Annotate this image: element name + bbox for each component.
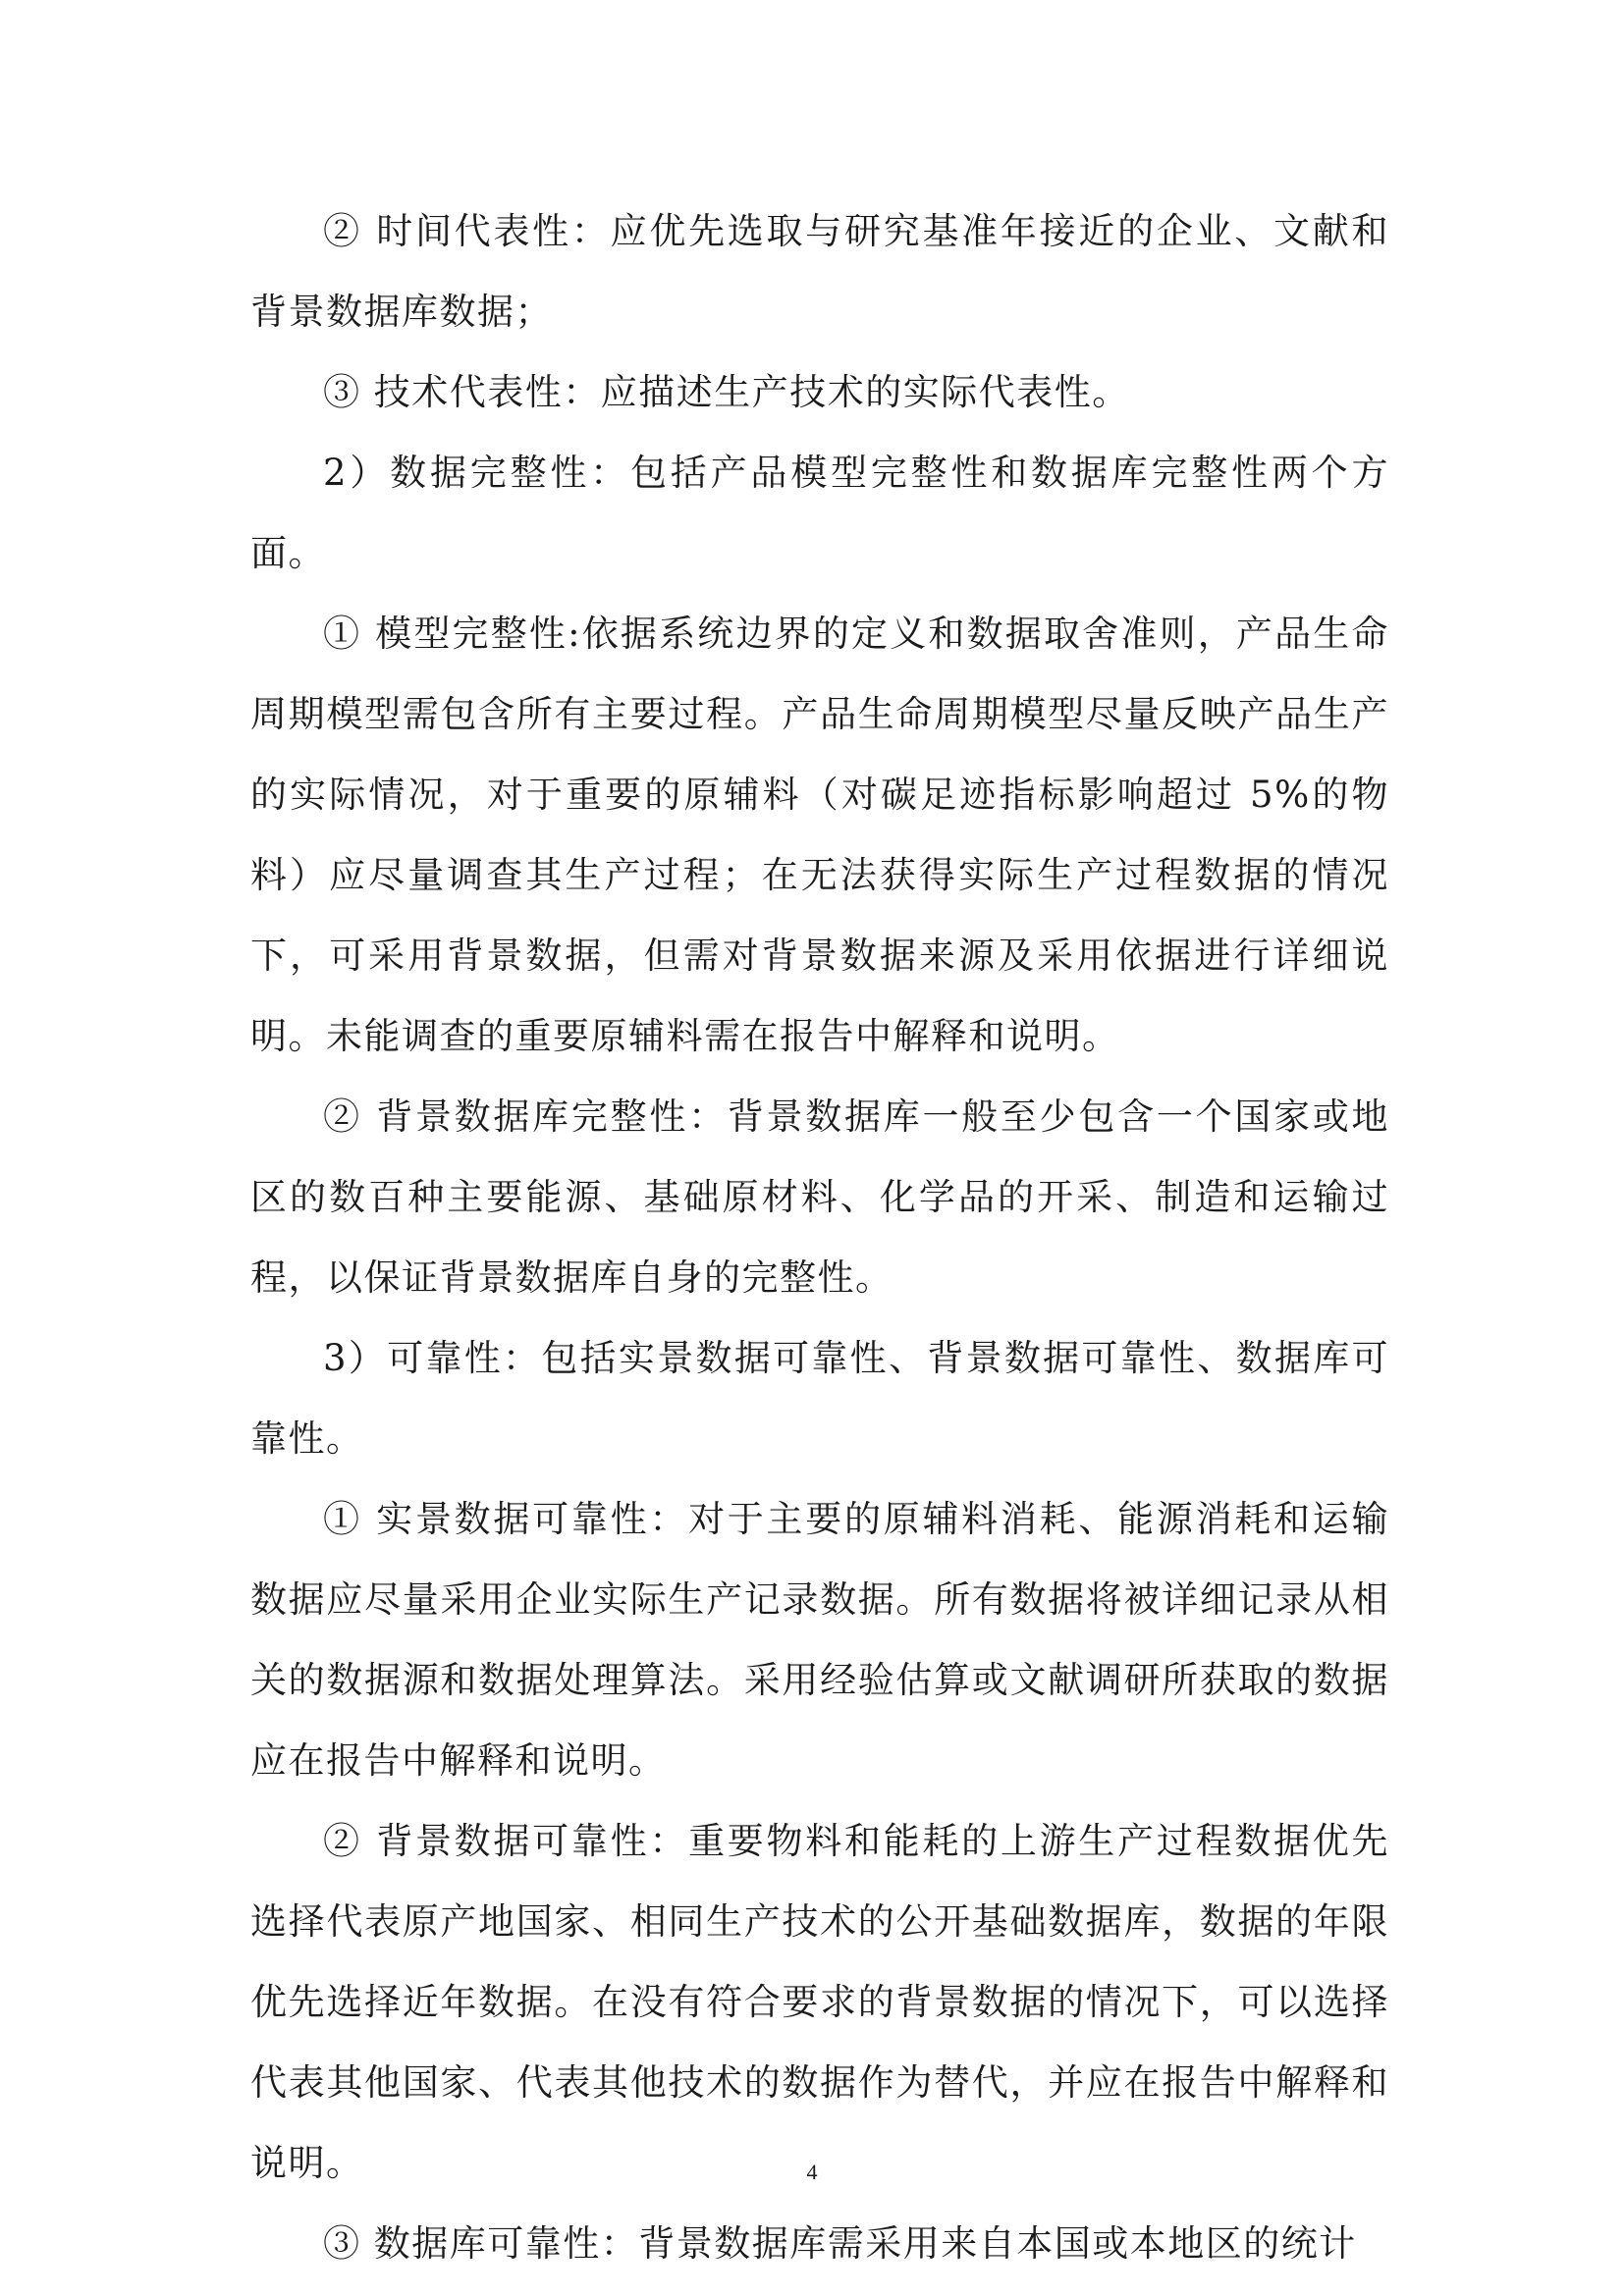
paragraph-background-data-reliability: ② 背景数据可靠性：重要物料和能耗的上游生产过程数据优先选择代表原产地国家、相同生产技术的公开基础数据库，数据的年限优先选择近年数据。在没有符合要求的背景数据的情况下，可以选择代表其他国家、代表其他技术的数据作为替代，并应在报告中解释和说明。 <box>250 1820 1389 2184</box>
paragraph-database-reliability: ③ 数据库可靠性：背景数据库需采用来自本国或本地区的统计 <box>323 2222 1357 2265</box>
paragraph-reliability: 3）可靠性：包括实景数据可靠性、背景数据可靠性、数据库可靠性。 <box>250 1337 1389 1460</box>
body-text <box>250 191 1389 2284</box>
paragraph-data-completeness: 2）数据完整性：包括产品模型完整性和数据库完整性两个方面。 <box>250 452 1389 574</box>
paragraph-technology-representativeness: ③ 技术代表性：应描述生产技术的实际代表性。 <box>323 371 1130 413</box>
paragraph-model-completeness: ① 模型完整性:依据系统边界的定义和数据取舍准则，产品生命周期模型需包含所有主要过程。产品生命周期模型尽量反映产品生产的实际情况，对于重要的原辅料（对碳足迹指标影响超过 5%的物料）应尽量调查其生产过程；在无法获得实际生产过程数据的情况下，可采用背景数据，但需对背景数据来源及采用依据进行详细说明。未能调查的重要原辅料需在报告中解释和说明。 <box>250 613 1389 1057</box>
paragraph-field-data-reliability: ① 实景数据可靠性：对于主要的原辅料消耗、能源消耗和运输数据应尽量采用企业实际生产记录数据。所有数据将被详细记录从相关的数据源和数据处理算法。采用经验估算或文献调研所获取的数据应在报告中解释和说明。 <box>250 1498 1389 1782</box>
paragraph-database-completeness: ② 背景数据库完整性：背景数据库一般至少包含一个国家或地区的数百种主要能源、基础原材料、化学品的开采、制造和运输过程，以保证背景数据库自身的完整性。 <box>250 1095 1389 1299</box>
page-number: 4 <box>806 2160 818 2184</box>
paragraph-time-representativeness: ② 时间代表性：应优先选取与研究基准年接近的企业、文献和背景数据库数据； <box>250 210 1389 333</box>
